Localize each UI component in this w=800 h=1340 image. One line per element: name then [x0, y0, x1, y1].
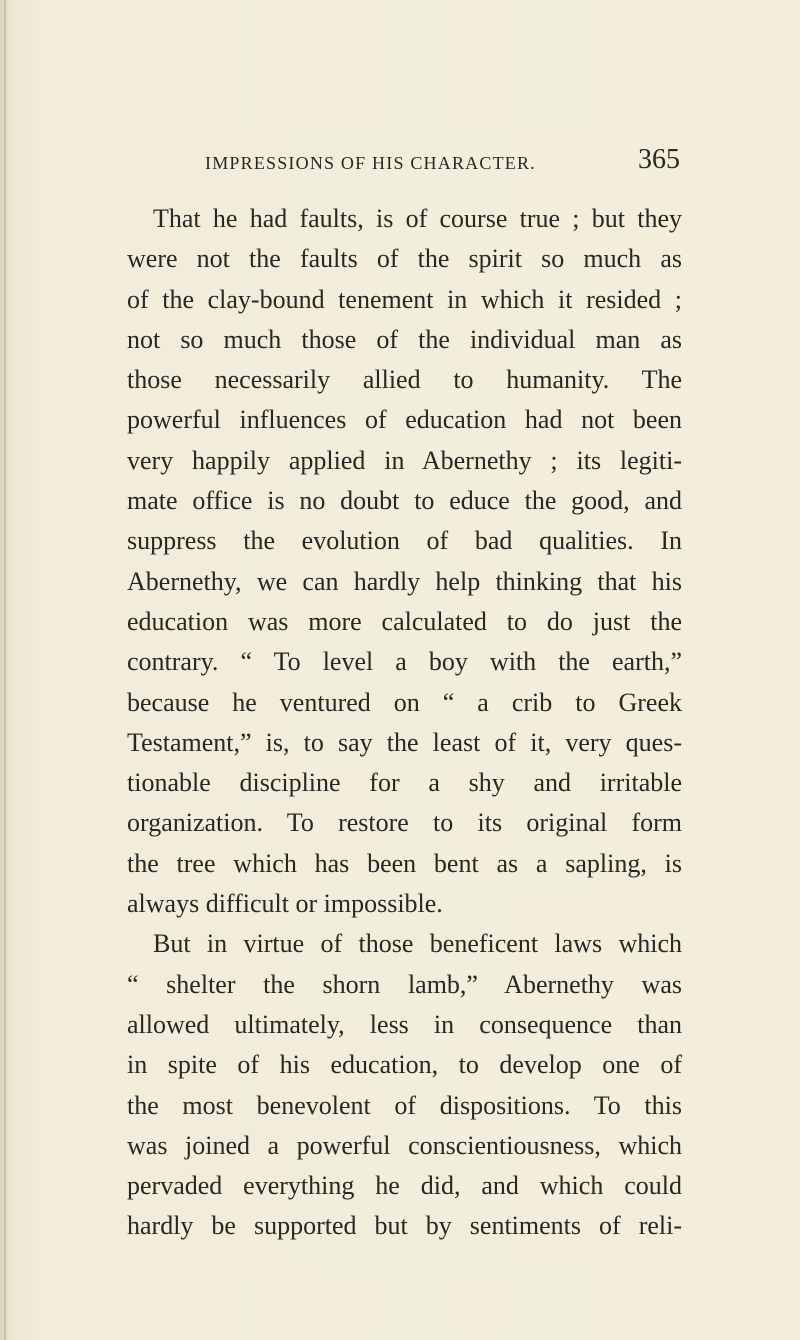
text-line: were not the faults of the spirit so much as [127, 244, 682, 274]
text-line: Testament,” is, to say the least of it, very ques- [127, 727, 682, 757]
text-line: pervaded everything he did, and which could [127, 1171, 682, 1201]
text-line: education was more calculated to do just the [127, 606, 682, 636]
text-line: very happily applied in Abernethy ; its legiti- [127, 445, 682, 475]
running-title: IMPRESSIONS OF HIS CHARACTER. [205, 153, 536, 173]
text-line: mate office is no doubt to educe the good, and [127, 486, 682, 516]
text-line: because he ventured on “ a crib to Greek [127, 687, 682, 717]
text-line: organization. To restore to its original form [127, 808, 682, 838]
binding-gutter [4, 0, 6, 1340]
text-line: was joined a powerful conscientiousness, which [127, 1130, 682, 1160]
text-line: tionable discipline for a shy and irritable [127, 768, 682, 798]
text-line: powerful influences of education had not been [127, 405, 682, 435]
running-head [205, 144, 680, 178]
text-line: those necessarily allied to humanity. The [127, 365, 682, 395]
text-line: Abernethy, we can hardly help thinking that his [127, 566, 682, 596]
text-line: suppress the evolution of bad qualities. In [127, 526, 682, 556]
text-line: in spite of his education, to develop one of [127, 1050, 682, 1080]
page-number: 365 [638, 144, 680, 175]
text-line: not so much those of the individual man as [127, 324, 682, 354]
text-line: the tree which has been bent as a sapling, is [127, 848, 682, 878]
text-line: the most benevolent of dispositions. To this [127, 1090, 682, 1120]
text-line: always difficult or impossible. [127, 889, 443, 919]
text-line: That he had faults, is of course true ; but they [153, 204, 682, 233]
text-line: hardly be supported but by sentiments of reli- [127, 1211, 682, 1241]
text-line: But in virtue of those beneficent laws which [153, 929, 682, 959]
text-line: contrary. “ To level a boy with the earth,” [127, 647, 682, 677]
text-line: allowed ultimately, less in consequence than [127, 1009, 682, 1039]
body-text [127, 199, 682, 1247]
text-line: of the clay-bound tenement in which it resided ; [127, 284, 682, 314]
text-line: “ shelter the shorn lamb,” Abernethy was [127, 969, 682, 999]
